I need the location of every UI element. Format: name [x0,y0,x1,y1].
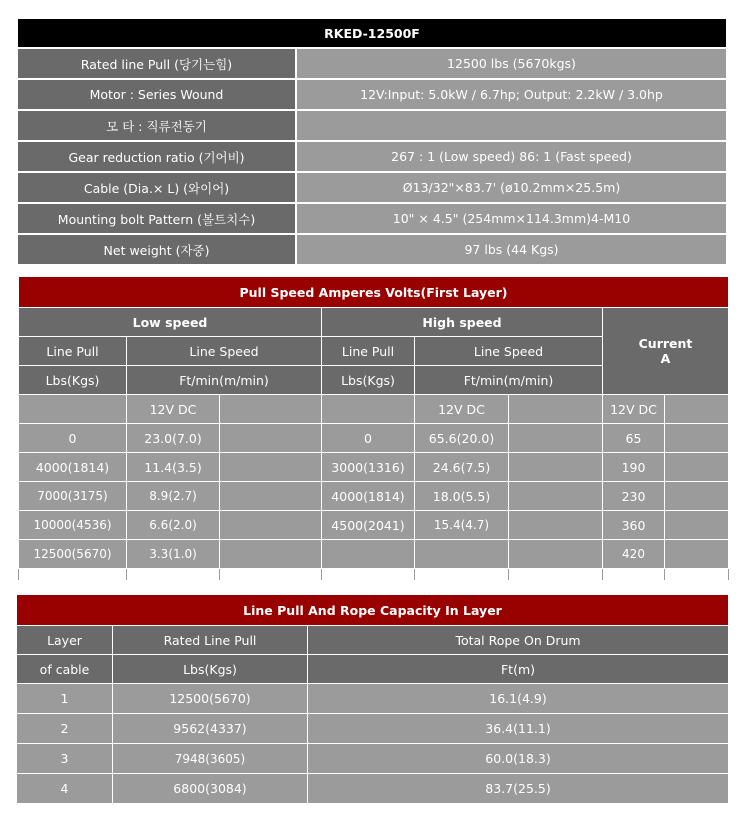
current-unit: A [660,351,671,366]
line-pull-header: Line Pull [19,337,127,366]
rope-row [17,744,729,774]
empty-cell [220,453,322,482]
high-line-speed: 18.0(5.5) [415,482,509,511]
low-pull: 7000(3175) [19,482,127,511]
empty-cell [220,540,322,569]
line-speed-header: Line Speed [415,337,603,366]
unit-lbs: Lbs(Kgs) [19,366,127,395]
spec-value: 12V:Input: 5.0kW / 6.7hp; Output: 2.2kW / 3.0hp [296,79,726,110]
rope-row [17,774,729,804]
spacer-cell [19,569,127,581]
empty-cell [509,511,603,540]
layer-number: 1 [17,684,113,714]
spec-label: Motor : Series Wound [18,79,296,110]
rope-row [17,684,729,714]
current-value: 360 [603,511,665,540]
spacer-cell [603,569,665,581]
layer-number: 4 [17,774,113,804]
rated-pull: 12500(5670) [113,684,308,714]
rope-capacity-table [16,594,729,804]
layer-subheader: of cable [17,655,113,684]
volt-label: 12V DC [127,395,220,424]
low-line-speed: 3.3(1.0) [127,540,220,569]
volt-label: 12V DC [603,395,665,424]
unit-lbs: Lbs(Kgs) [322,366,415,395]
spec-row [18,141,726,172]
rope-row [17,714,729,744]
current-value: 230 [603,482,665,511]
line-pull-header: Line Pull [322,337,415,366]
spec-label: Cable (Dia.× L) (와이어) [18,172,296,203]
spec-label: Net weight (자중) [18,234,296,265]
high-line-speed: 65.6(20.0) [415,424,509,453]
spec-value: 10" × 4.5" (254mm×114.3mm)4-M10 [296,203,726,234]
high-speed-header: High speed [322,308,603,337]
spec-value [296,110,726,141]
low-line-speed: 23.0(7.0) [127,424,220,453]
spec-row [18,79,726,110]
layer-header: Layer [17,626,113,655]
empty-cell [665,453,729,482]
speed-row [19,482,729,511]
empty-cell [509,482,603,511]
rated-pull-header: Rated Line Pull [113,626,308,655]
empty-cell [665,424,729,453]
spec-value: Ø13/32"×83.7' (ø10.2mm×25.5m) [296,172,726,203]
rated-pull: 7948(3605) [113,744,308,774]
empty-cell [509,424,603,453]
current-header [603,308,729,395]
low-pull: 4000(1814) [19,453,127,482]
rated-pull: 9562(4337) [113,714,308,744]
spacer-cell [220,569,322,581]
high-pull: 4000(1814) [322,482,415,511]
spacer-cell [322,569,415,581]
total-rope-header: Total Rope On Drum [308,626,729,655]
high-pull [322,540,415,569]
low-speed-header: Low speed [19,308,322,337]
empty-cell [509,453,603,482]
speed-row [19,540,729,569]
spec-label: Rated line Pull (당기는힘) [18,48,296,79]
spec-row [18,172,726,203]
spec-label: Gear reduction ratio (기어비) [18,141,296,172]
rated-pull: 6800(3084) [113,774,308,804]
current-value: 190 [603,453,665,482]
line-speed-header: Line Speed [127,337,322,366]
high-line-speed: 15.4(4.7) [415,511,509,540]
pull-speed-title: Pull Speed Amperes Volts(First Layer) [19,277,729,308]
high-line-speed [415,540,509,569]
layer-number: 3 [17,744,113,774]
high-pull: 3000(1316) [322,453,415,482]
spec-value: 12500 lbs (5670kgs) [296,48,726,79]
empty-cell [665,511,729,540]
empty-cell [665,540,729,569]
high-line-speed: 24.6(7.5) [415,453,509,482]
spec-row [18,48,726,79]
current-value: 420 [603,540,665,569]
total-rope-unit: Ft(m) [308,655,729,684]
low-line-speed: 8.9(2.7) [127,482,220,511]
unit-ftmin: Ft/min(m/min) [127,366,322,395]
spec-table [18,19,726,266]
total-rope: 60.0(18.3) [308,744,729,774]
layer-number: 2 [17,714,113,744]
total-rope: 16.1(4.9) [308,684,729,714]
pull-speed-table [18,276,729,581]
high-pull: 4500(2041) [322,511,415,540]
spacer-cell [127,569,220,581]
spec-title: RKED-12500F [18,19,726,48]
spec-row [18,203,726,234]
empty-cell [220,511,322,540]
low-pull: 10000(4536) [19,511,127,540]
spacer-cell [415,569,509,581]
spec-row [18,234,726,265]
spec-value: 267 : 1 (Low speed) 86: 1 (Fast speed) [296,141,726,172]
rope-capacity-title: Line Pull And Rope Capacity In Layer [17,595,729,626]
empty-cell [19,395,127,424]
high-pull: 0 [322,424,415,453]
empty-cell [665,482,729,511]
low-line-speed: 6.6(2.0) [127,511,220,540]
spacer-cell [509,569,603,581]
empty-cell [509,540,603,569]
spec-row [18,110,726,141]
spec-label: 모 타 : 직류전동기 [18,110,296,141]
speed-row [19,424,729,453]
spacer-cell [665,569,729,581]
low-pull: 0 [19,424,127,453]
speed-row [19,511,729,540]
spec-label: Mounting bolt Pattern (볼트치수) [18,203,296,234]
speed-row [19,453,729,482]
total-rope: 36.4(11.1) [308,714,729,744]
total-rope: 83.7(25.5) [308,774,729,804]
rated-pull-unit: Lbs(Kgs) [113,655,308,684]
current-label: Current [638,336,693,351]
empty-cell [220,424,322,453]
empty-cell [665,395,729,424]
unit-ftmin: Ft/min(m/min) [415,366,603,395]
low-line-speed: 11.4(3.5) [127,453,220,482]
volt-label: 12V DC [415,395,509,424]
empty-cell [322,395,415,424]
empty-cell [220,395,322,424]
current-value: 65 [603,424,665,453]
empty-cell [509,395,603,424]
spec-value: 97 lbs (44 Kgs) [296,234,726,265]
empty-cell [220,482,322,511]
low-pull: 12500(5670) [19,540,127,569]
